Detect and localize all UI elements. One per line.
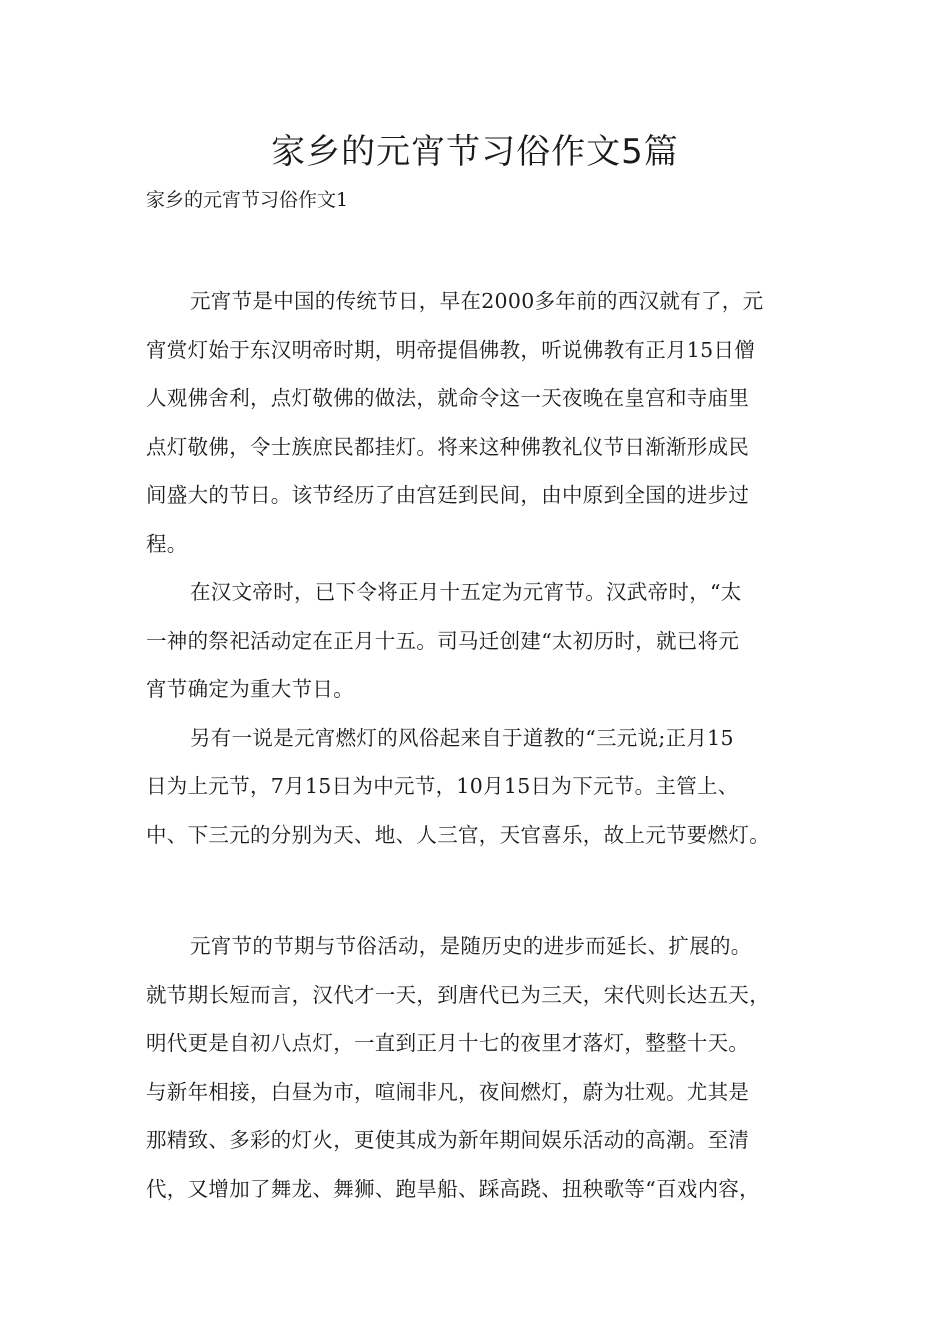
text-line: 那精致、多彩的灯火，更使其成为新年期间娱乐活动的高潮。至清	[146, 1128, 750, 1152]
text-line: 元宵节是中国的传统节日，早在2000多年前的西汉就有了，元	[190, 289, 764, 313]
text-line: 与新年相接，白昼为市，喧闹非凡，夜间燃灯，蔚为壮观。尤其是	[146, 1079, 750, 1104]
text-line: 间盛大的节日。该节经历了由宫廷到民间，由中原到全国的进步过	[146, 483, 750, 507]
text-line: 中、下三元的分别为天、地、人三官，天官喜乐，故上元节要燃灯。	[146, 822, 770, 847]
text-line: 宵赏灯始于东汉明帝时期，明帝提倡佛教，听说佛教有正月15日僧	[146, 337, 756, 362]
essay-paragraph-block-1	[146, 277, 810, 859]
text-line: 人观佛舍利，点灯敬佛的做法，就命令这一天夜晚在皇宫和寺庙里	[146, 386, 750, 410]
essay-paragraph-block-2	[146, 922, 810, 1213]
text-line: 在汉文帝时，已下令将正月十五定为元宵节。汉武帝时，“太	[190, 580, 742, 604]
text-line: 日为上元节，7月15日为中元节，10月15日为下元节。主管上、	[146, 774, 739, 798]
text-line: 元宵节的节期与节俗活动，是随历史的进步而延长、扩展的。	[190, 934, 752, 958]
text-line: 宵节确定为重大节日。	[146, 677, 354, 701]
text-line: 另有一说是元宵燃灯的风俗起来自于道教的“三元说;正月15	[190, 725, 734, 750]
text-line: 代，又增加了舞龙、舞狮、跑旱船、踩高跷、扭秧歌等“百戏内容，	[146, 1176, 760, 1201]
text-line: 点灯敬佛，令士族庶民都挂灯。将来这种佛教礼仪节日渐渐形成民	[146, 434, 750, 459]
text-line: 程。	[146, 531, 188, 556]
essay-subtitle: 家乡的元宵节习俗作文1	[146, 189, 349, 211]
text-line: 就节期长短而言，汉代才一天，到唐代已为三天，宋代则长达五天，	[146, 982, 770, 1007]
text-line: 明代更是自初八点灯，一直到正月十七的夜里才落灯，整整十天。	[146, 1031, 750, 1055]
text-line: 一神的祭祀活动定在正月十五。司马迁创建“太初历时，就已将元	[146, 628, 740, 653]
document-title: 家乡的元宵节习俗作文5篇	[271, 132, 679, 172]
